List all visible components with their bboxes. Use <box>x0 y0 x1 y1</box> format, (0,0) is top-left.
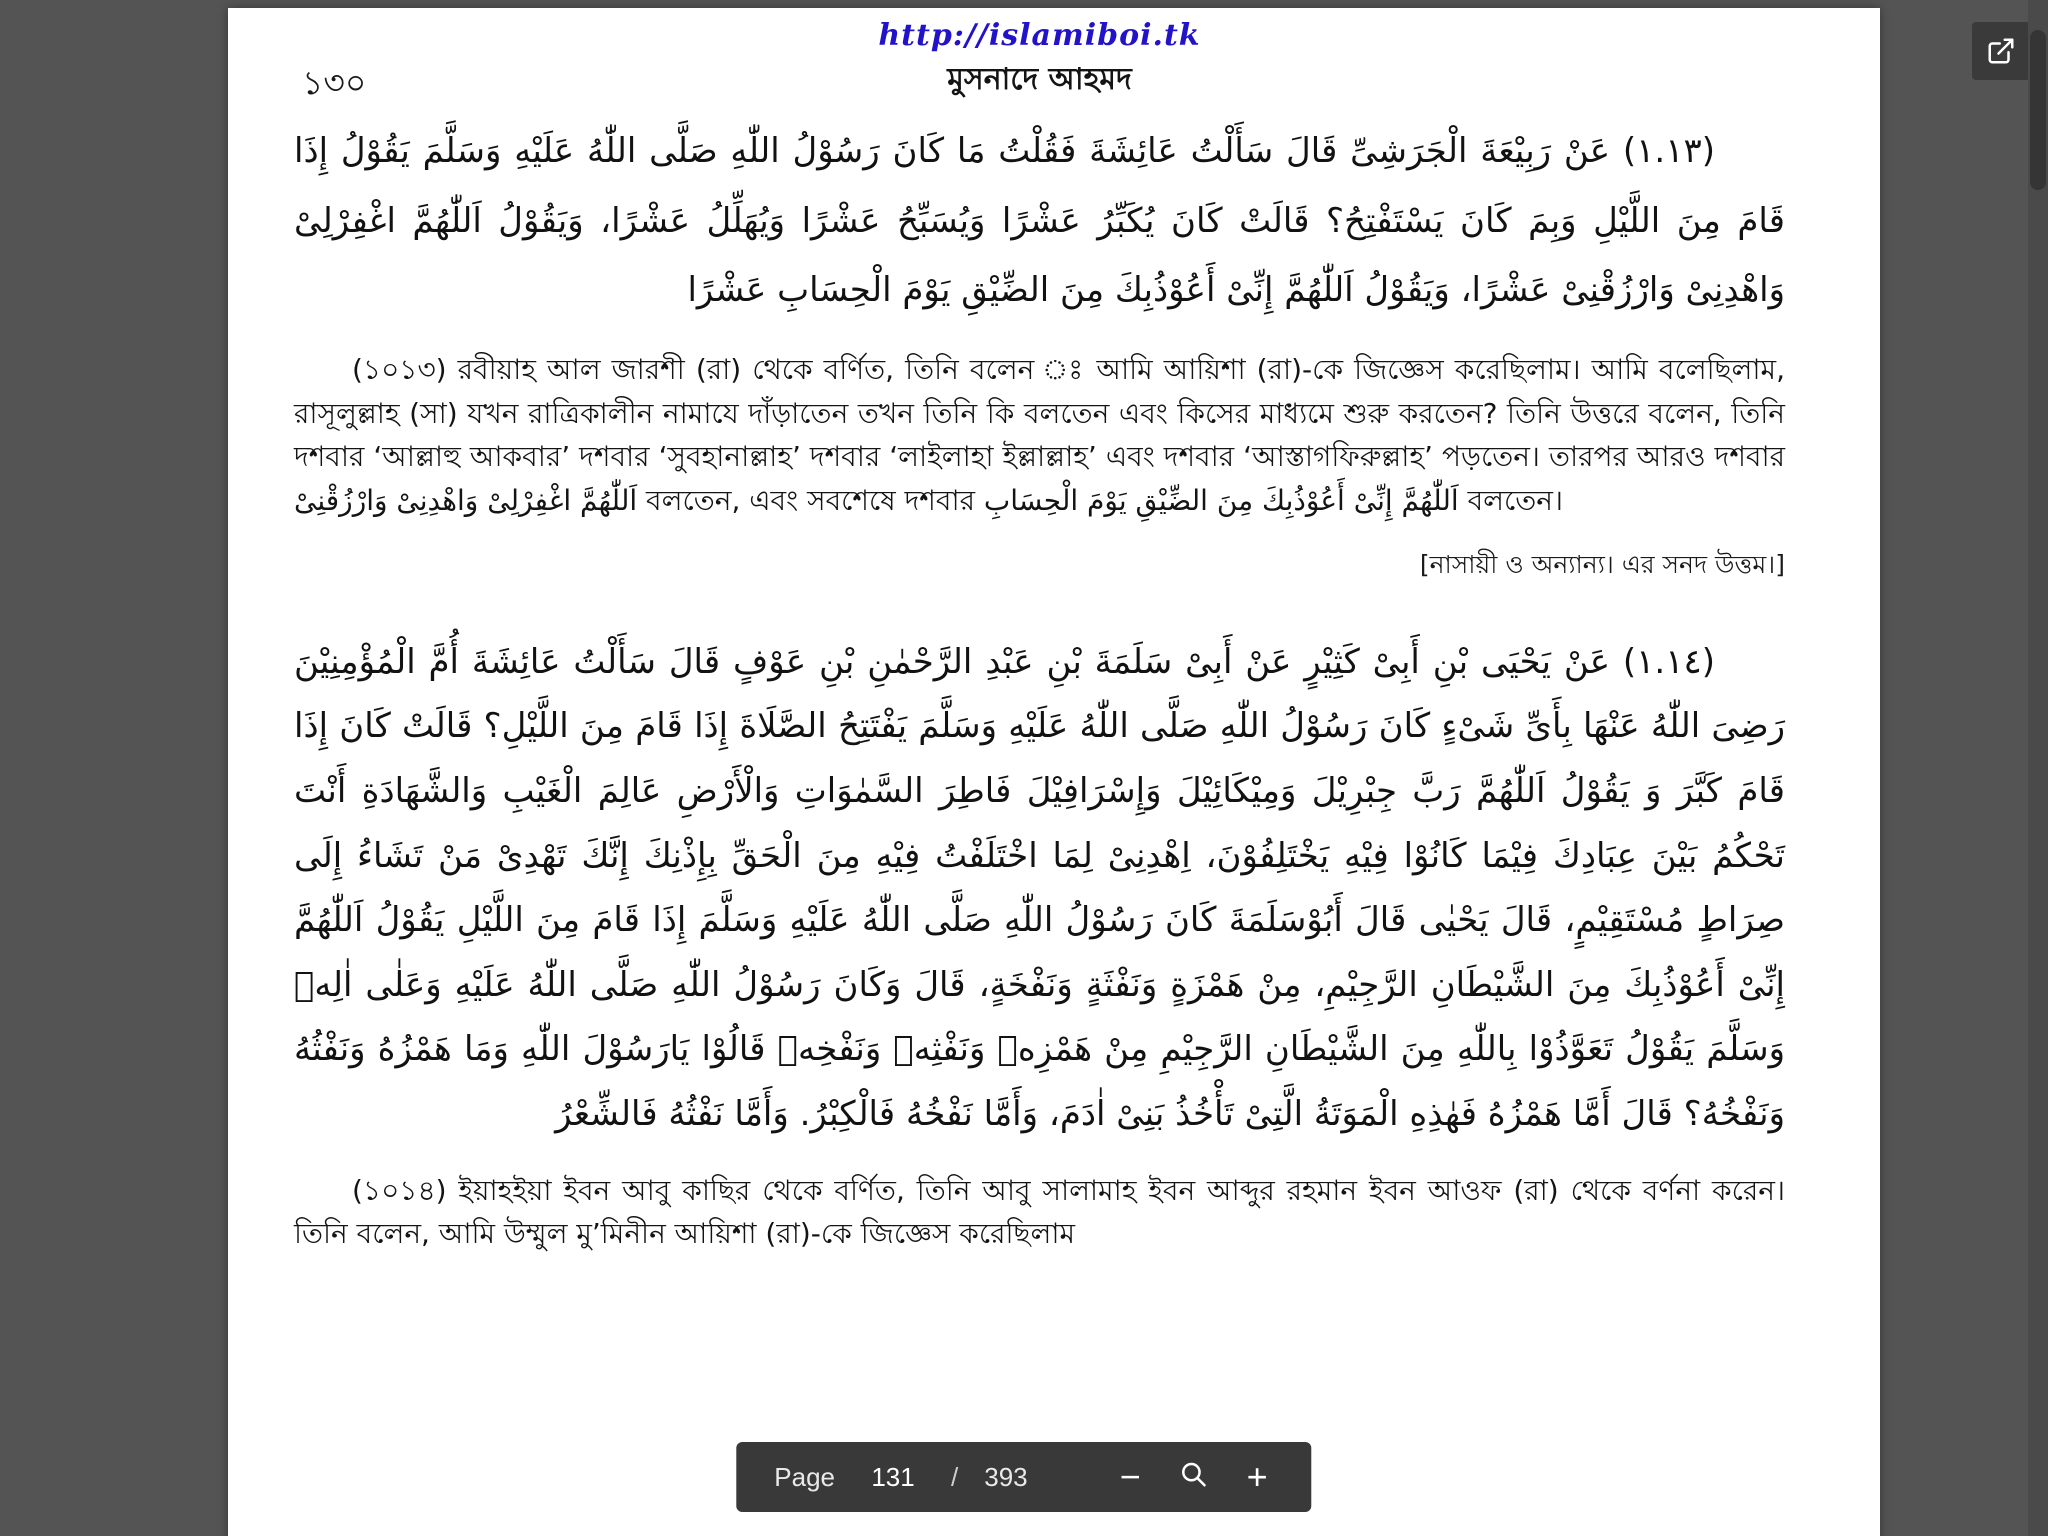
total-pages: 393 <box>984 1461 1028 1492</box>
arabic-hadith-1014: (١.١٤) عَنْ يَحْيَى بْنِ أَبِىْ كَثِيْرٍ عَنْ أَبِىْ سَلَمَةَ بْنِ عَبْدِ الرَّحْمٰنِ بْنِ عَوْفٍ قَالَ سَأَلْتُ عَائِشَةَ أُمَّ الْمُؤْمِنِيْنَ رَضِىَ اللّٰهُ عَنْهَا بِأَىِّ شَىْءٍ كَانَ رَسُوْلُ اللّٰهِ صَلَّى اللّٰهُ عَلَيْهِ وَسَلَّمَ يَفْتَتِحُ الصَّلَاةَ إِذَا قَامَ مِنَ اللَّيْلِ؟ قَالَتْ كَانَ إِذَا قَامَ كَبَّرَ وَ يَقُوْلُ اَللّٰهُمَّ رَبَّ جِبْرِيْلَ وَمِيْكَائِيْلَ وَإِسْرَافِيْلَ فَاطِرَ السَّمٰوَاتِ وَالْأَرْضِ عَالِمَ الْغَيْبِ وَالشَّهَادَةِ أَنْتَ تَحْكُمُ بَيْنَ عِبَادِكَ فِيْمَا كَانُوْا فِيْهِ يَخْتَلِفُوْنَ، اِهْدِنِىْ لِمَا اخْتَلَفْتُ فِيْهِ مِنَ الْحَقِّ بِإِذْنِكَ إِنَّكَ تَهْدِىْ مَنْ تَشَاءُ إِلَى صِرَاطٍ مُسْتَقِيْمٍ، قَالَ يَحْيٰى قَالَ أَبُوْسَلَمَةَ كَانَ رَسُوْلُ اللّٰهِ صَلَّى اللّٰهُ عَلَيْهِ وَسَلَّمَ إِذَا قَامَ مِنَ اللَّيْلِ يَقُوْلُ اَللّٰهُمَّ إِنِّىْ أَعُوْذُبِكَ مِنَ الشَّيْطَانِ الرَّجِيْمِ، مِنْ هَمْزَةٍ وَنَفْثَةٍ وَنَفْخَةٍ، قَالَ وَكَانَ رَسُوْلُ اللّٰهِ صَلَّى اللّٰهُ عَلَيْهِ وَعَلٰى اٰلِهٖ وَسَلَّمَ يَقُوْلُ تَعَوَّذُوْا بِاللّٰهِ مِنَ الشَّيْطَانِ الرَّجِيْمِ مِنْ هَمْزِهٖ وَنَفْثِهٖ وَنَفْخِهٖ قَالُوْا يَارَسُوْلَ اللّٰهِ وَمَا هَمْزُهُ وَنَفْثُهُ وَنَفْخُهُ؟ قَالَ أَمَّا هَمْزُهُ فَهٰذِهِ الْمَوَتَةُ الَّتِىْ تَأْخُذُ بَنِىْ اٰدَمَ، وَأَمَّا نَفْخُهُ فَالْكِبْرُ. وَأَمَّا نَفْثُهُ فَالشِّعْرُ <box>294 641 1785 1134</box>
book-title: মুসনাদে আহমদ <box>947 62 1132 97</box>
hadith-grading-note: [নাসায়ী ও অন্যান্য। এর সনদ উত্তম।] <box>1419 549 1785 579</box>
scrollbar-thumb[interactable] <box>2030 30 2046 190</box>
scrollbar-track[interactable] <box>2028 0 2048 1536</box>
printed-page-number: ১৩০ <box>302 63 367 102</box>
page-separator: / <box>951 1461 959 1492</box>
bengali-translation-1014: (১০১৪) ইয়াহইয়া ইবন আবু কাছির থেকে বর্ণিত, তিনি আবু সালামাহ ইবন আব্দুর রহমান ইবন আওফ (রা) থেকে বর্ণনা করেন। তিনি বলেন, আমি উম্মুল মু’মিনীন আয়িশা (রা)-কে জিজ্ঞেস করেছিলাম <box>294 1173 1785 1251</box>
arabic-hadith-1013: (١.١٣) عَنْ رَبِيْعَةَ الْجَرَشِىِّ قَالَ سَأَلْتُ عَائِشَةَ فَقُلْتُ مَا كَانَ رَسُوْلُ اللّٰهِ صَلَّى اللّٰهُ عَلَيْهِ وَسَلَّمَ يَقُوْلُ إِذَا قَامَ مِنَ اللَّيْلِ وَبِمَ كَانَ يَسْتَفْتِحُ؟ قَالَتْ كَانَ يُكَبِّرُ عَشْرًا وَيُسَبِّحُ عَشْرًا وَيُهَلِّلُ عَشْرًا، وَيَقُوْلُ اَللّٰهُمَّ اغْفِرْلِىْ وَاهْدِنِىْ وَارْزُقْنِىْ عَشْرًا، وَيَقُوْلُ اَللّٰهُمَّ إِنِّىْ أَعُوْذُبِكَ مِنَ الضِّيْقِ يَوْمَ الْحِسَابِ عَشْرًا <box>294 131 1785 311</box>
document-page <box>228 8 1880 1536</box>
open-in-new-window-button[interactable] <box>1972 22 2030 80</box>
magnifier-icon <box>1179 1459 1209 1495</box>
open-in-new-icon <box>1986 36 2016 66</box>
page-label: Page <box>774 1461 836 1492</box>
bengali-translation-1013: (১০১৩) রবীয়াহ আল জারশী (রা) থেকে বর্ণিত, তিনি বলেন ঃ আমি আয়িশা (রা)-কে জিজ্ঞেস করেছিলাম। আমি বলেছিলাম, রাসূলুল্লাহ (সা) যখন রাত্রিকালীন নামাযে দাঁড়াতেন তখন তিনি কি বলতেন এবং কিসের মাধ্যমে শুরু করতেন? তিনি উত্তরে বলেন, তিনি দশবার ‘আল্লাহু আকবার’ দশবার ‘সুবহানাল্লাহ’ দশবার ‘লাইলাহা ইল্লাল্লাহ’ এবং দশবার ‘আস্তাগফিরুল্লাহ’ পড়তেন। তারপর আরও দশবার اَللّٰهُمَّ اغْفِرْلِىْ وَاهْدِنِىْ وَارْزُقْنِىْ বলতেন, এবং সবশেষে দশবার اَللّٰهُمَّ إِنِّىْ أَعُوْذُبِكَ مِنَ الضِّيْقِ يَوْمَ الْحِسَابِ বলতেন। <box>294 353 1785 518</box>
zoom-in-button[interactable]: + <box>1241 1459 1274 1495</box>
zoom-button[interactable] <box>1173 1459 1215 1495</box>
page-number-input[interactable] <box>861 1462 925 1493</box>
page-header <box>294 55 1785 103</box>
zoom-out-button[interactable]: − <box>1114 1459 1147 1495</box>
viewer-toolbar <box>736 1442 1311 1512</box>
watermark-url: http://islamiboi.tk <box>878 18 1201 53</box>
